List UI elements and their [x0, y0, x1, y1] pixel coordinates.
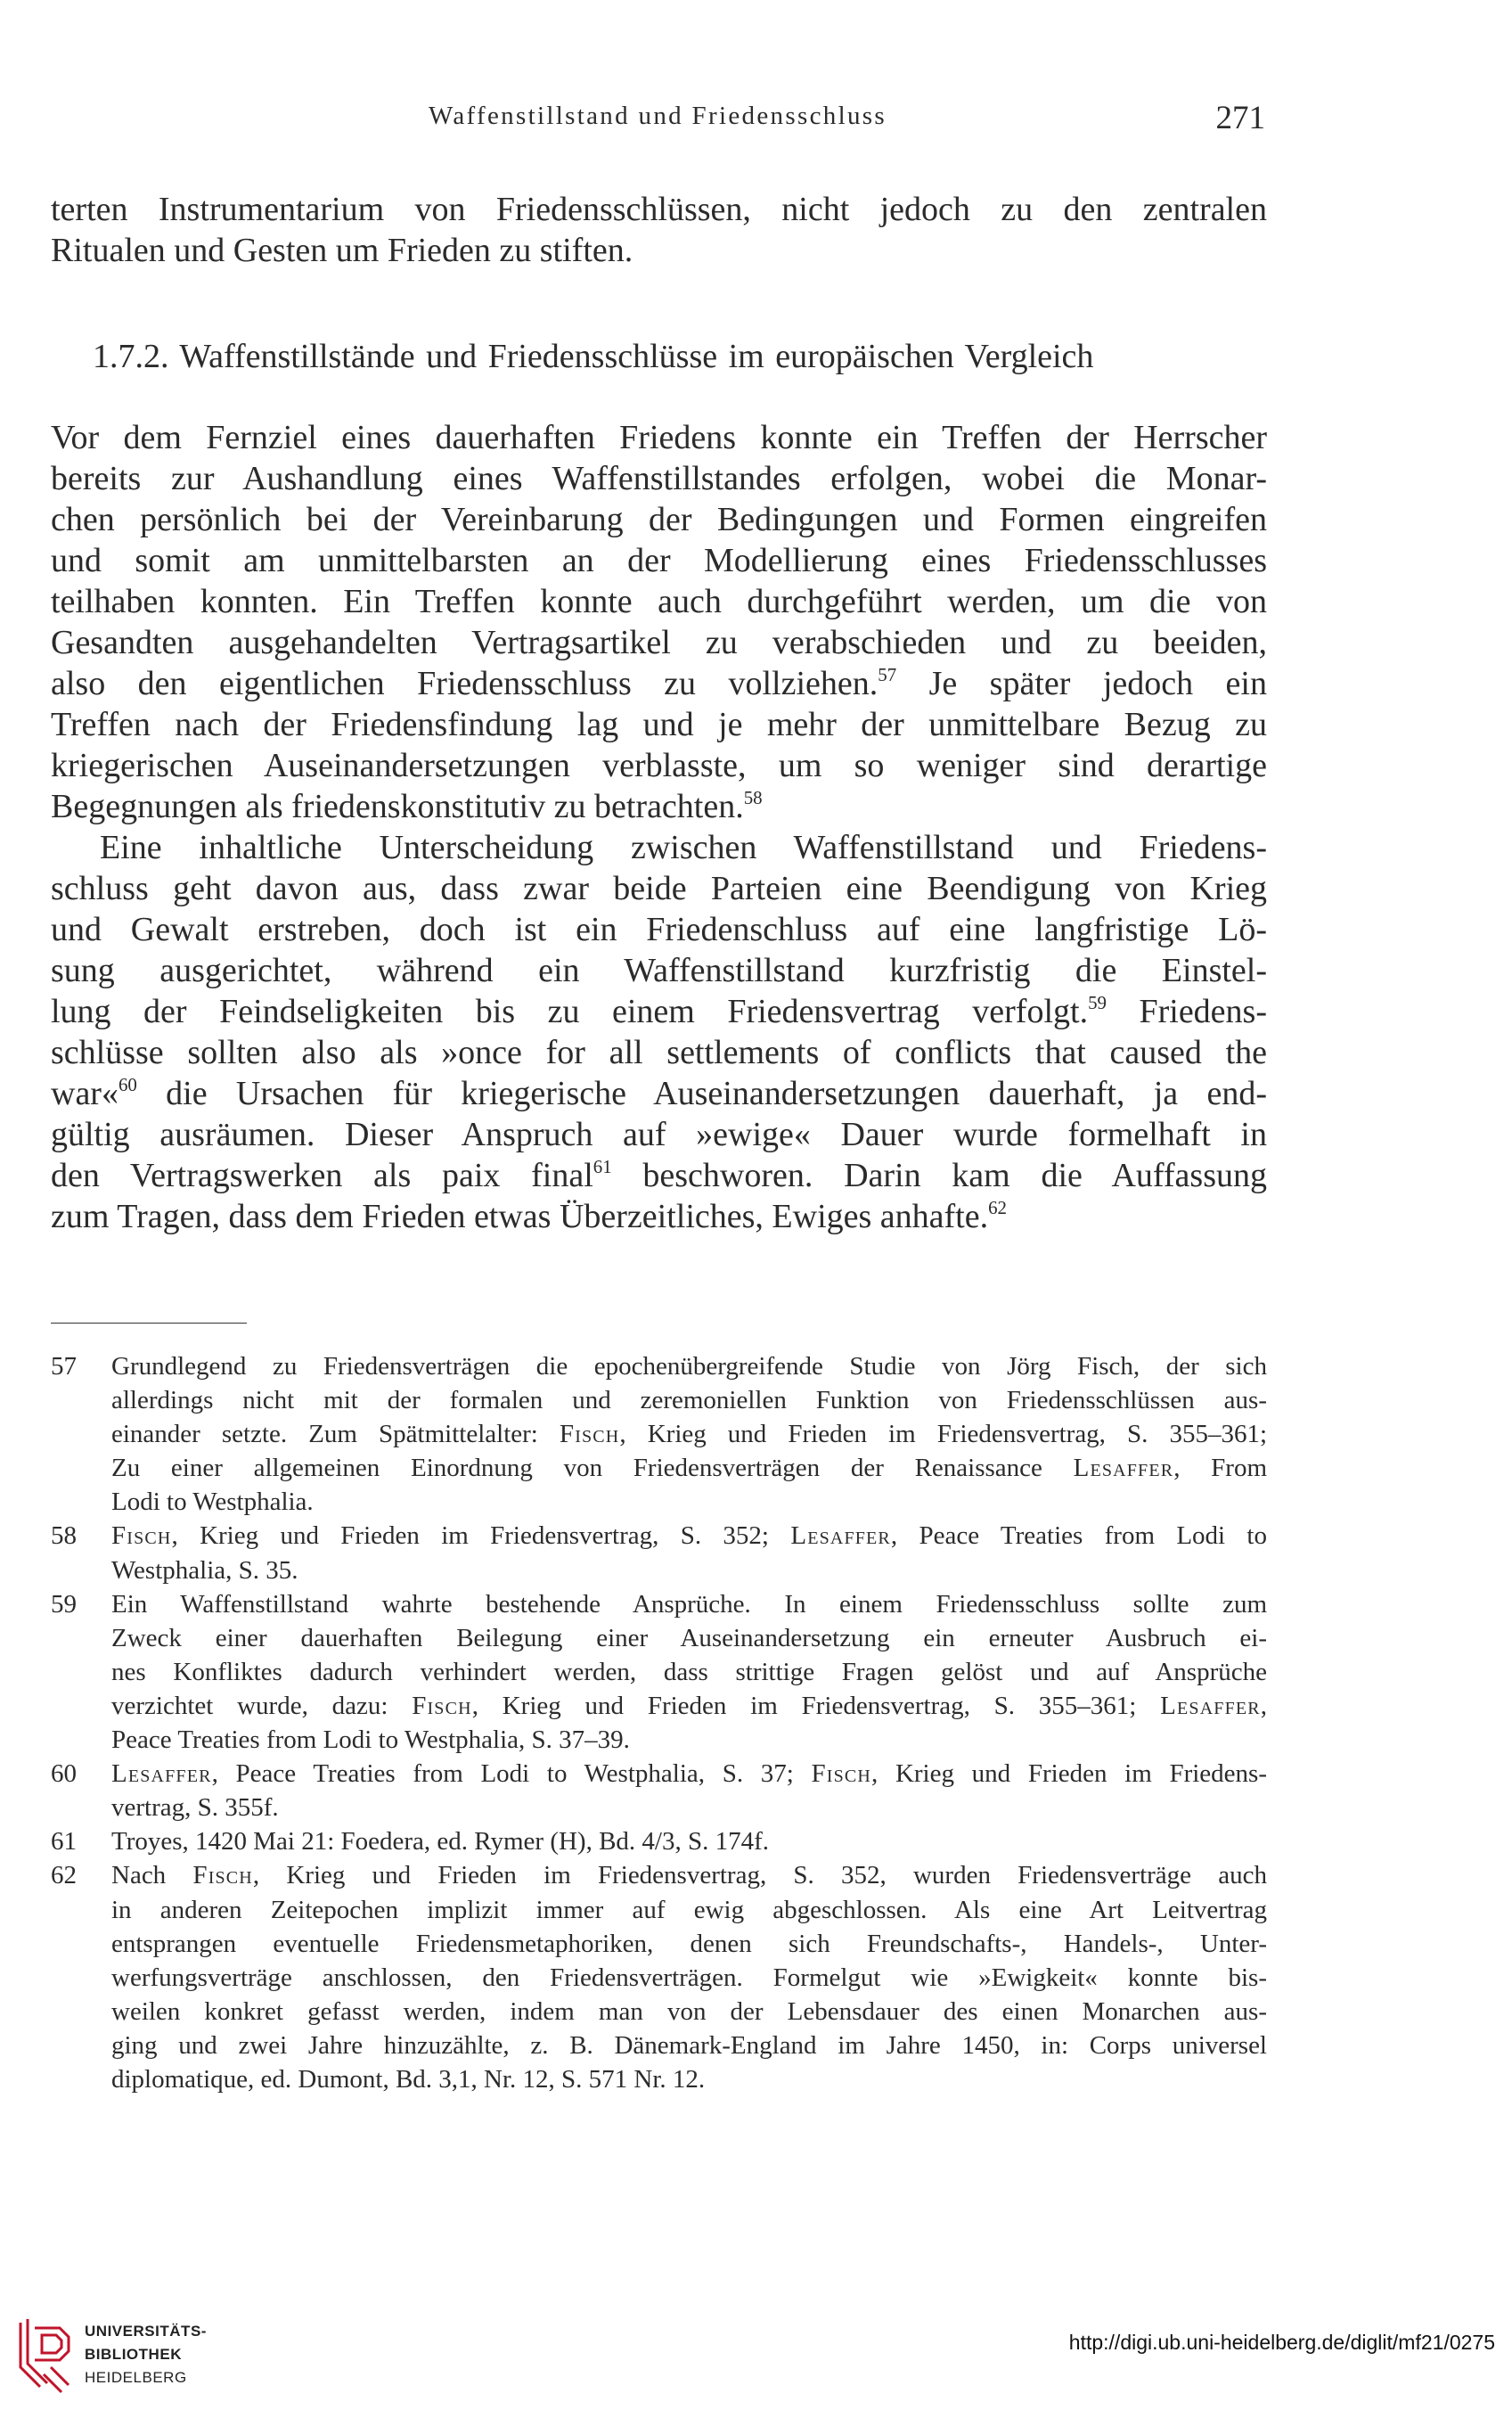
text-line: kriegerischen Auseinandersetzungen verblasste, um so weniger sind derartige — [51, 747, 1267, 784]
text-run: , Krieg und Frieden im Friedensvertrag, S. 352; — [171, 1521, 791, 1551]
text-run: beschworen. Darin kam die Auffassung — [611, 1157, 1267, 1194]
footnote-text — [111, 1519, 1267, 1586]
text-line: Gesandten ausgehandelten Vertragsartikel zu verabschieden und zu beeiden, — [51, 624, 1267, 661]
paragraph — [51, 189, 1267, 271]
footnote-line: allerdings nicht mit der formalen und zeremoniellen Funktion von Friedensschlüssen aus- — [111, 1386, 1267, 1415]
footnote-line: weilen konkret gefasst werden, indem man von der Lebensdauer des einen Monarchen aus- — [111, 1996, 1267, 2026]
footnote-line: Westphalia, S. 35. — [111, 1555, 298, 1585]
footnote-reference: 62 — [988, 1196, 1007, 1218]
footnote-text — [111, 1349, 1267, 1519]
author-name: Fisch — [811, 1759, 872, 1789]
footnote-line: Ein Waffenstillstand wahrte bestehende Ansprüche. In einem Friedensschluss sollte zum — [111, 1589, 1267, 1619]
footnote-line: Troyes, 1420 Mai 21: Foedera, ed. Rymer (H), Bd. 4/3, S. 174f. — [111, 1827, 770, 1857]
text-run: Begegnungen als friedenskonstitutiv zu betrachten. — [51, 788, 744, 825]
footnote — [51, 1858, 1267, 2096]
section-heading: 1.7.2. Waffenstillstände und Friedensschlüsse im europäischen Vergleich — [93, 338, 1094, 375]
footnote-line — [111, 1519, 1267, 1553]
text-line — [51, 786, 1267, 827]
text-line: Ritualen und Gesten um Frieden zu stiften. — [51, 232, 633, 269]
text-line: terten Instrumentarium von Friedensschlüssen, nicht jedoch zu den zentralen — [51, 191, 1267, 228]
footnote-line: diplomatique, ed. Dumont, Bd. 3,1, Nr. 12, S. 571 Nr. 12. — [111, 2064, 706, 2094]
footnote-text — [111, 1858, 1267, 2096]
ub-heidelberg-logo-icon — [15, 2316, 74, 2398]
author-name: Fisch — [111, 1521, 172, 1551]
text-run: war« — [51, 1075, 119, 1112]
text-run: Zu einer allgemeinen Einordnung von Friedensverträgen der Renaissance — [111, 1454, 1074, 1483]
text-run: , Krieg und Frieden im Friedensvertrag, S. 355–361; — [471, 1691, 1161, 1720]
footnote-line — [111, 1689, 1267, 1723]
text-line: teilhaben konnten. Ein Treffen konnte auch durchgeführt werden, um die von — [51, 583, 1267, 620]
author-name: Lesaffer — [111, 1759, 212, 1789]
footnotes — [51, 1349, 1267, 2096]
footnote-line: entsprangen eventuelle Friedensmetaphoriken, denen sich Freundschafts-, Handels-, Unter- — [111, 1929, 1267, 1958]
library-name — [85, 2320, 207, 2389]
text-line: schlüsse sollten also als »once for all settlements of conflicts that caused the — [51, 1034, 1267, 1071]
footnote-line: Peace Treaties from Lodi to Westphalia, S. 37–39. — [111, 1725, 630, 1755]
footnote — [51, 1587, 1267, 1757]
text-run: Je später jedoch ein — [896, 665, 1267, 702]
text-run: einander setzte. Zum Spätmittelalter: — [111, 1420, 560, 1449]
footnote — [51, 1519, 1267, 1586]
paragraph — [51, 417, 1267, 827]
author-name: Lesaffer — [1073, 1454, 1174, 1483]
footnote-number: 58 — [51, 1521, 77, 1551]
footnote-number: 57 — [51, 1352, 77, 1381]
text-line — [51, 1073, 1267, 1114]
footnote-separator-rule — [51, 1323, 247, 1324]
footnote-line: vertrag, S. 355f. — [111, 1793, 279, 1823]
footnote-line — [111, 1417, 1267, 1451]
text-line: und somit am unmittelbarsten an der Modellierung eines Friedensschlusses — [51, 542, 1267, 579]
footnote-number: 60 — [51, 1759, 77, 1789]
text-line: Eine inhaltliche Unterscheidung zwischen Waffenstillstand und Friedens- — [100, 829, 1267, 866]
text-run: , — [1260, 1691, 1267, 1720]
footnote — [51, 1757, 1267, 1824]
text-run: , Krieg und Frieden im Friedensvertrag, S. 355–361; — [619, 1420, 1267, 1449]
author-name: Fisch — [192, 1861, 253, 1890]
footnote-line: in anderen Zeitepochen implizit immer auf ewig abgeschlossen. Als eine Art Leitvertrag — [111, 1895, 1267, 1924]
footnote-reference: 60 — [118, 1073, 137, 1095]
text-line — [51, 663, 1267, 704]
text-run: verzichtet wurde, dazu: — [111, 1691, 413, 1720]
text-run: , Peace Treaties from Lodi to — [890, 1521, 1267, 1551]
text-run: zum Tragen, dass dem Frieden etwas Überzeitliches, Ewiges anhafte. — [51, 1198, 989, 1235]
text-run: Nach — [111, 1861, 193, 1890]
footnote-text — [111, 1587, 1267, 1757]
text-run: , Krieg und Frieden im Friedens- — [871, 1759, 1267, 1789]
text-line: Treffen nach der Friedensfindung lag und je mehr der unmittelbare Bezug zu — [51, 706, 1267, 743]
author-name: Fisch — [412, 1691, 472, 1720]
footnote-reference: 59 — [1088, 991, 1107, 1013]
footnote-line — [111, 1757, 1267, 1791]
logo-graphic — [15, 2316, 74, 2398]
footnote-number: 61 — [51, 1827, 77, 1857]
footnote-line: nes Konfliktes dadurch verhindert werden, dass strittige Fragen gelöst und auf Ansprüche — [111, 1657, 1267, 1686]
footnote-line: werfungsverträge anschlossen, den Friedensverträgen. Formelgut wie »Ewigkeit« konnte bis- — [111, 1963, 1267, 1992]
permalink-url[interactable]: http://digi.ub.uni-heidelberg.de/diglit/mf21/0275 — [1068, 2331, 1495, 2354]
text-run: , Krieg und Frieden im Friedensvertrag, S. 352, wurden Friedensverträge auch — [252, 1861, 1267, 1890]
text-run: lung der Feindseligkeiten bis zu einem Friedensvertrag verfolgt. — [51, 993, 1089, 1030]
footnote-line — [111, 1451, 1267, 1485]
text-line: sung ausgerichtet, während ein Waffenstillstand kurzfristig die Einstel- — [51, 952, 1267, 989]
text-run: den Vertragswerken als paix final — [51, 1157, 593, 1194]
author-name: Fisch — [559, 1420, 620, 1449]
footnote-number: 59 — [51, 1589, 77, 1619]
footnote-line: Grundlegend zu Friedensverträgen die epochenübergreifende Studie von Jörg Fisch, der sich — [111, 1352, 1267, 1381]
paragraph — [51, 827, 1267, 1237]
footnote — [51, 1349, 1267, 1519]
text-line: gültig ausräumen. Dieser Anspruch auf »ewige« Dauer wurde formelhaft in — [51, 1116, 1267, 1153]
footnote-line: ging und zwei Jahre hinzuzählte, z. B. Dänemark-England im Jahre 1450, in: Corps universel — [111, 2030, 1267, 2060]
text-line: bereits zur Aushandlung eines Waffenstillstandes erfolgen, wobei die Monar- — [51, 460, 1267, 497]
text-run: also den eigentlichen Friedensschluss zu vollziehen. — [51, 665, 879, 702]
text-line: und Gewalt erstreben, doch ist ein Friedenschluss auf eine langfristige Lö- — [51, 911, 1267, 948]
footnote-line: Lodi to Westphalia. — [111, 1488, 314, 1517]
library-name-line: HEIDELBERG — [85, 2369, 187, 2386]
footnote-text — [111, 1757, 1267, 1824]
text-line: chen persönlich bei der Vereinbarung der Bedingungen und Formen eingreifen — [51, 501, 1267, 538]
text-run: Friedens- — [1106, 993, 1267, 1030]
footnote-reference: 61 — [593, 1155, 612, 1177]
footnote-text — [111, 1824, 1267, 1858]
main-text — [51, 189, 1267, 1237]
author-name: Lesaffer — [1160, 1691, 1261, 1720]
author-name: Lesaffer — [790, 1521, 891, 1551]
library-name-line: BIBLIOTHEK — [85, 2346, 182, 2363]
library-name-line: UNIVERSITÄTS- — [85, 2323, 207, 2340]
text-run: die Ursachen für kriegerische Auseinandersetzungen dauerhaft, ja end- — [136, 1075, 1267, 1112]
text-line — [51, 991, 1267, 1032]
text-line — [51, 1155, 1267, 1196]
text-run: , From — [1173, 1454, 1268, 1483]
footnote-reference: 57 — [878, 663, 897, 685]
running-head-title: Waffenstillstand und Friedensschluss — [429, 102, 887, 130]
footnote — [51, 1824, 1267, 1858]
text-line: Vor dem Fernziel eines dauerhaften Friedens konnte ein Treffen der Herrscher — [51, 419, 1267, 456]
text-line — [51, 1196, 1267, 1237]
footnote-line — [111, 1858, 1267, 1892]
footnote-line: Zweck einer dauerhaften Beilegung einer Auseinandersetzung ein erneuter Ausbruch ei- — [111, 1623, 1267, 1652]
footnote-reference: 58 — [743, 786, 763, 808]
footnote-number: 62 — [51, 1861, 77, 1890]
text-line: schluss geht davon aus, dass zwar beide Parteien eine Beendigung von Krieg — [51, 870, 1267, 907]
page-number: 271 — [1215, 100, 1265, 136]
text-run: , Peace Treaties from Lodi to Westphalia, S. 37; — [211, 1759, 812, 1789]
